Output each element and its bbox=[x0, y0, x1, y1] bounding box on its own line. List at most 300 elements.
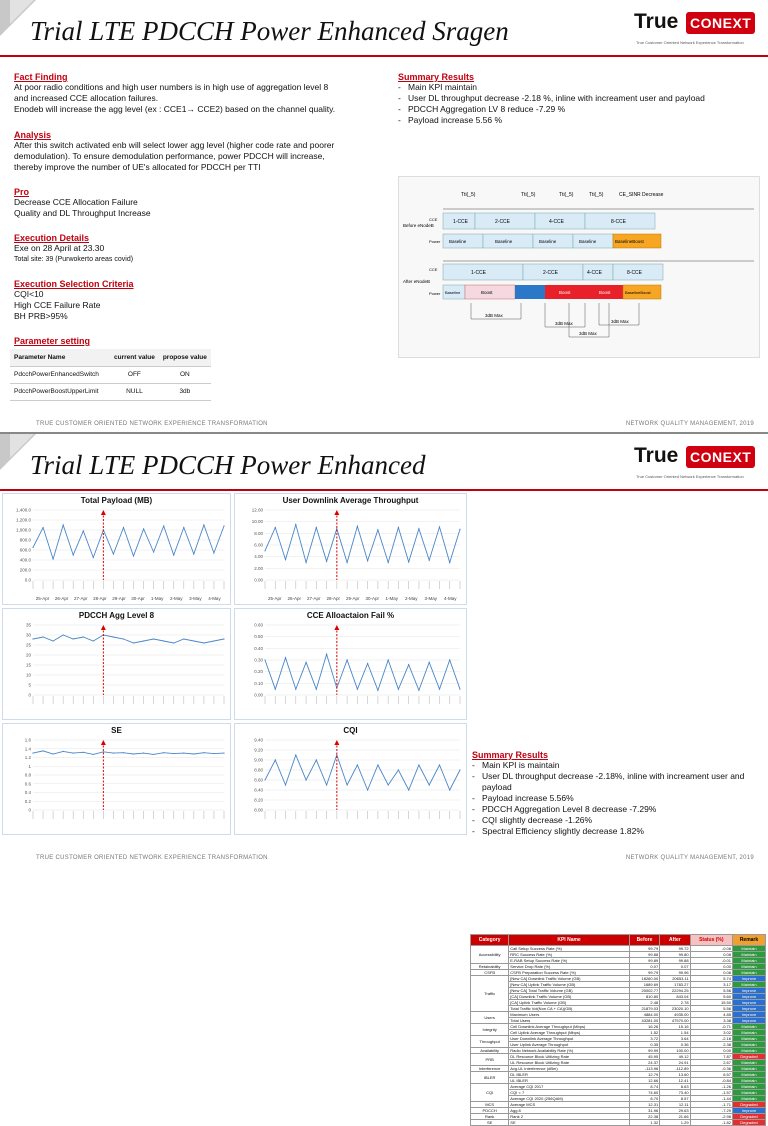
col-remark: Remark bbox=[732, 935, 765, 946]
data-point bbox=[326, 654, 327, 655]
kpi-remark: Maintain bbox=[732, 1042, 765, 1048]
y-tick-label: 8.20 bbox=[254, 797, 263, 803]
data-point bbox=[183, 753, 184, 754]
kpi-table bbox=[470, 934, 766, 1126]
fact-line: Enodeb will increase the agg level (ex : CCE1→ CCE2) based on the channel quality. bbox=[14, 104, 336, 114]
x-tick-label: 30-Apr bbox=[365, 596, 380, 601]
kpi-remark: Maintain bbox=[732, 1030, 765, 1036]
data-point bbox=[103, 751, 104, 752]
data-point bbox=[83, 752, 84, 753]
analysis-line: thereby improve the number of UE's allocated for PDCCH per TTI bbox=[14, 162, 261, 172]
y-tick-label: 30 bbox=[25, 632, 31, 638]
data-point bbox=[305, 779, 306, 780]
kpi-after: 0.07 bbox=[660, 964, 690, 970]
y-tick-label: 1,200.0 bbox=[15, 517, 31, 523]
kpi-category: PDCCH bbox=[471, 1108, 509, 1114]
data-point bbox=[377, 529, 378, 530]
selection-criteria bbox=[14, 279, 386, 322]
svg-text:Baseline: Baseline bbox=[449, 239, 467, 244]
kpi-after: 99.80 bbox=[660, 952, 690, 958]
svg-text:Power: Power bbox=[429, 239, 441, 244]
data-point bbox=[93, 640, 94, 641]
data-point bbox=[459, 529, 460, 530]
data-point bbox=[153, 754, 154, 755]
col-category: Category bbox=[471, 935, 509, 946]
summary-item: - Payload increase 5.56% bbox=[472, 793, 762, 804]
kpi-status: -1.82 bbox=[690, 1120, 732, 1126]
kpi-after: 1.29 bbox=[660, 1120, 690, 1126]
pro-heading: Pro bbox=[14, 187, 30, 197]
data-point bbox=[93, 557, 94, 558]
data-point bbox=[408, 561, 409, 562]
kpi-after: 843.04 bbox=[660, 994, 690, 1000]
execution-line: Total site: 39 (Purwokerto areas covid) bbox=[14, 256, 134, 263]
x-tick-label: 26-Apr bbox=[54, 596, 69, 601]
kpi-status: -7.29 bbox=[690, 1108, 732, 1114]
data-point bbox=[439, 764, 440, 765]
kpi-before: 99.79 bbox=[629, 946, 659, 952]
data-point bbox=[203, 752, 204, 753]
kpi-remark: Maintain bbox=[732, 1066, 765, 1072]
kpi-after: 29.63 bbox=[660, 1108, 690, 1114]
series-line bbox=[33, 751, 224, 755]
y-tick-label: 8.60 bbox=[254, 777, 263, 783]
x-tick-label: 28-Apr bbox=[326, 596, 341, 601]
y-tick-label: 5 bbox=[28, 682, 31, 688]
kpi-before: 0.07 bbox=[629, 964, 659, 970]
footer-left: TRUE CUSTOMER ORIENTED NETWORK EXPERIENCE TRANSFORMATION bbox=[36, 855, 268, 861]
parameter-setting bbox=[14, 336, 386, 346]
criteria-line: High CCE Failure Rate bbox=[14, 300, 101, 310]
analysis-line: demodulation). To ensure demodulation performance, power PDCCH will increase, bbox=[14, 151, 325, 161]
kpi-status: 5.56 bbox=[690, 1006, 732, 1012]
y-tick-label: 10.00 bbox=[251, 519, 263, 525]
slide-1 bbox=[0, 0, 768, 432]
data-point bbox=[143, 528, 144, 529]
kpi-name: [New CA] Total Traffic Volume (GB) bbox=[509, 988, 629, 994]
col-before: Before bbox=[629, 935, 659, 946]
data-point bbox=[439, 526, 440, 527]
data-point bbox=[223, 753, 224, 754]
data-point bbox=[113, 553, 114, 554]
kpi-name: E-RAB Setup Success Rate (%) bbox=[509, 958, 629, 964]
data-point bbox=[377, 764, 378, 765]
kpi-after: 8.63 bbox=[660, 1084, 690, 1090]
data-point bbox=[295, 524, 296, 525]
param-name: PdcchPowerEnhancedSwitch bbox=[10, 366, 110, 383]
kpi-remark: Maintain bbox=[732, 946, 765, 952]
data-point bbox=[133, 555, 134, 556]
kpi-after: 2.78 bbox=[660, 1000, 690, 1006]
kpi-status: 15.50 bbox=[690, 1000, 732, 1006]
data-point bbox=[183, 638, 184, 639]
y-tick-label: 8.00 bbox=[254, 530, 263, 536]
footer-right: NETWORK QUALITY MANAGEMENT, 2019 bbox=[625, 855, 754, 861]
kpi-status: -0.71 bbox=[690, 1024, 732, 1030]
kpi-remark: Degraded bbox=[732, 1054, 765, 1060]
data-point bbox=[388, 784, 389, 785]
kpi-remark: Improve bbox=[732, 1018, 765, 1024]
svg-text:Baseline: Baseline bbox=[445, 290, 461, 295]
execution-heading: Execution Details bbox=[14, 233, 90, 243]
data-point bbox=[316, 689, 317, 690]
data-point bbox=[163, 752, 164, 753]
fact-line: and increased CCE allocation failures. bbox=[14, 93, 159, 103]
data-point bbox=[326, 784, 327, 785]
data-point bbox=[388, 659, 389, 660]
data-point bbox=[326, 561, 327, 562]
kpi-remark: Maintain bbox=[732, 964, 765, 970]
data-point bbox=[53, 753, 54, 754]
kpi-status: -0.01 bbox=[690, 958, 732, 964]
svg-text:Boost: Boost bbox=[559, 290, 571, 295]
data-point bbox=[418, 764, 419, 765]
data-point bbox=[336, 754, 337, 755]
col-status: Status (%) bbox=[690, 935, 732, 946]
kpi-before: 3.72 bbox=[629, 1036, 659, 1042]
data-point bbox=[113, 753, 114, 754]
kpi-name: CSFB Preparation Success Rate (%) bbox=[509, 970, 629, 976]
activation-marker-arrow bbox=[334, 625, 339, 630]
kpi-after: 21.66 bbox=[660, 1114, 690, 1120]
data-point bbox=[295, 689, 296, 690]
data-point bbox=[408, 789, 409, 790]
kpi-category: IBLER bbox=[471, 1072, 509, 1084]
title-underline bbox=[0, 489, 768, 491]
svg-text:3dB Max: 3dB Max bbox=[555, 321, 573, 326]
kpi-remark: Maintain bbox=[732, 1084, 765, 1090]
y-tick-label: 200.0 bbox=[19, 567, 31, 573]
summary-item: - User DL throughput decrease -2.18 %, inline with increament user and payload bbox=[398, 93, 758, 104]
y-tick-label: 0.10 bbox=[254, 680, 263, 686]
kpi-name: Rank 2 bbox=[509, 1114, 629, 1120]
kpi-name: UL IBLER bbox=[509, 1078, 629, 1084]
data-point bbox=[73, 753, 74, 754]
chart-title: CQI bbox=[343, 726, 358, 735]
kpi-name: [New CA] Downlink Traffic Volume (GB) bbox=[509, 976, 629, 982]
fact-finding bbox=[14, 72, 386, 115]
kpi-category: PRB bbox=[471, 1054, 509, 1066]
activation-marker-arrow bbox=[334, 510, 339, 515]
data-point bbox=[264, 779, 265, 780]
svg-text:After eNodeB: After eNodeB bbox=[403, 279, 431, 284]
kpi-status: -1.71 bbox=[690, 1102, 732, 1108]
kpi-after: 12.41 bbox=[660, 1078, 690, 1084]
kpi-before: 21879.03 bbox=[629, 1006, 659, 1012]
kpi-status: -1.44 bbox=[690, 1096, 732, 1102]
table-row bbox=[10, 366, 211, 383]
chart-total-payload bbox=[2, 493, 231, 605]
y-tick-label: 4.00 bbox=[254, 554, 263, 560]
data-point bbox=[357, 689, 358, 690]
svg-text:1-CCE: 1-CCE bbox=[471, 270, 487, 276]
data-point bbox=[153, 551, 154, 552]
kpi-after: 47570.00 bbox=[660, 1018, 690, 1024]
y-tick-label: 0.40 bbox=[254, 645, 263, 651]
y-tick-label: 0.30 bbox=[254, 657, 263, 663]
pro bbox=[14, 187, 386, 219]
kpi-remark: Maintain bbox=[732, 958, 765, 964]
y-tick-label: 8.00 bbox=[254, 807, 263, 813]
fact-line: At poor radio conditions and high user numbers is in high use of aggregation level 8 bbox=[14, 82, 329, 92]
series-line bbox=[265, 654, 460, 690]
data-point bbox=[183, 527, 184, 528]
kpi-status: 2.67 bbox=[690, 1060, 732, 1066]
kpi-before: 99.89 bbox=[629, 958, 659, 964]
y-tick-label: 0.50 bbox=[254, 634, 263, 640]
criteria-line: CQI<10 bbox=[14, 289, 44, 299]
data-point bbox=[367, 560, 368, 561]
data-point bbox=[285, 657, 286, 658]
kpi-category: Traffic bbox=[471, 976, 509, 1012]
slide-title: Trial LTE PDCCH Power Enhanced bbox=[30, 450, 426, 480]
kpi-status: 0.00 bbox=[690, 964, 732, 970]
data-point bbox=[83, 530, 84, 531]
y-tick-label: 0.6 bbox=[24, 781, 31, 787]
svg-text:3dB Max: 3dB Max bbox=[579, 331, 597, 336]
data-point bbox=[275, 527, 276, 528]
x-tick-label: 25-Apr bbox=[35, 596, 50, 601]
kpi-name: [CA] Downlink Traffic Volume (GB) bbox=[509, 994, 629, 1000]
data-point bbox=[203, 524, 204, 525]
kpi-name: User Downlink Average Throughput bbox=[509, 1036, 629, 1042]
kpi-before: 20002.77 bbox=[629, 988, 659, 994]
kpi-category: CSFB bbox=[471, 970, 509, 976]
kpi-name: DL Resource Block Utilizing Rate bbox=[509, 1054, 629, 1060]
series-line bbox=[33, 635, 224, 643]
x-tick-label: 3-May bbox=[189, 596, 202, 601]
kpi-after: 73.40 bbox=[660, 1090, 690, 1096]
kpi-before: 74.60 bbox=[629, 1090, 659, 1096]
kpi-after: 20653.11 bbox=[660, 976, 690, 982]
x-tick-label: 30-Apr bbox=[131, 596, 145, 601]
data-point bbox=[53, 640, 54, 641]
y-tick-label: 8.80 bbox=[254, 767, 263, 773]
kpi-status: 5.74 bbox=[690, 976, 732, 982]
data-point bbox=[305, 562, 306, 563]
kpi-remark: Degraded bbox=[732, 1114, 765, 1120]
kpi-category: Retainability bbox=[471, 964, 509, 970]
y-tick-label: 800.0 bbox=[19, 537, 31, 543]
svg-text:2-CCE: 2-CCE bbox=[495, 219, 511, 225]
kpi-status: 3.17 bbox=[690, 982, 732, 988]
true-conext-logo: True CONEXT True Customer Oriented Network Experience Transformation bbox=[634, 442, 762, 482]
data-point bbox=[459, 769, 460, 770]
kpi-status: 5.60 bbox=[690, 994, 732, 1000]
kpi-status: 0.08 bbox=[690, 952, 732, 958]
kpi-remark: Maintain bbox=[732, 1090, 765, 1096]
svg-text:1-CCE: 1-CCE bbox=[453, 219, 469, 225]
kpi-category: Interference bbox=[471, 1066, 509, 1072]
kpi-category: SE bbox=[471, 1120, 509, 1126]
param-propose: ON bbox=[159, 366, 211, 383]
summary-heading: Summary Results bbox=[398, 72, 475, 82]
kpi-remark: Degraded bbox=[732, 1120, 765, 1126]
slide-2 bbox=[0, 434, 768, 1125]
execution-details bbox=[14, 233, 386, 265]
col-after: After bbox=[660, 935, 690, 946]
chart-title: CCE Alloactaion Fail % bbox=[306, 611, 395, 620]
data-point bbox=[123, 638, 124, 639]
kpi-before: 45.95 bbox=[629, 1054, 659, 1060]
summary-item: - User DL throughput decrease -2.18%, inline with increament user and payload bbox=[472, 771, 762, 793]
svg-text:Before eNodeB: Before eNodeB bbox=[403, 223, 434, 228]
kpi-status: -0.08 bbox=[690, 946, 732, 952]
kpi-name: RRC Success Rate (%) bbox=[509, 952, 629, 958]
chart-svg bbox=[235, 494, 466, 604]
kpi-name: User Uplink Average Throughput bbox=[509, 1042, 629, 1048]
kpi-before: 4884.00 bbox=[629, 1012, 659, 1018]
kpi-remark: Maintain bbox=[732, 1060, 765, 1066]
kpi-before: 12.66 bbox=[629, 1078, 659, 1084]
kpi-category: Users bbox=[471, 1012, 509, 1024]
data-point bbox=[449, 562, 450, 563]
summary-item: - Payload increase 5.56 % bbox=[398, 115, 758, 126]
kpi-after: 3.64 bbox=[660, 1036, 690, 1042]
kpi-remark: Improve bbox=[732, 1000, 765, 1006]
kpi-remark: Maintain bbox=[732, 952, 765, 958]
y-tick-label: 0 bbox=[28, 807, 31, 813]
data-point bbox=[336, 528, 337, 529]
data-point bbox=[418, 528, 419, 529]
x-tick-label: 28-Apr bbox=[93, 596, 107, 601]
kpi-remark: Maintain bbox=[732, 970, 765, 976]
kpi-status: 4.85 bbox=[690, 1012, 732, 1018]
svg-text:4-CCE: 4-CCE bbox=[587, 270, 603, 276]
data-point bbox=[305, 662, 306, 663]
kpi-before: 8.70 bbox=[629, 1096, 659, 1102]
summary-item: - PDCCH Aggregation Level 8 decrease -7.29% bbox=[472, 804, 762, 815]
kpi-after: 22294.25 bbox=[660, 988, 690, 994]
data-point bbox=[367, 663, 368, 664]
data-point bbox=[63, 524, 64, 525]
y-tick-label: 25 bbox=[25, 642, 31, 648]
svg-text:Boost: Boost bbox=[481, 290, 493, 295]
analysis bbox=[14, 130, 386, 173]
table-row bbox=[10, 383, 211, 400]
analysis-line: After this switch activated enb will select lower agg level (higher code rate and poorer bbox=[14, 140, 335, 150]
data-point bbox=[153, 638, 154, 639]
kpi-name: Cell Downlink Average Throughput (Mbps) bbox=[509, 1024, 629, 1030]
summary-item: - CQI slightly decrease -1.26% bbox=[472, 815, 762, 826]
svg-text:CCE: CCE bbox=[429, 217, 438, 222]
pro-line: Quality and DL Throughput Increase bbox=[14, 208, 151, 218]
kpi-remark: Maintain bbox=[732, 1078, 765, 1084]
x-tick-label: 25-Apr bbox=[267, 596, 282, 601]
data-point bbox=[213, 753, 214, 754]
fact-heading: Fact Finding bbox=[14, 72, 68, 82]
kpi-status: 7.87 bbox=[690, 1054, 732, 1060]
y-tick-label: 0.60 bbox=[254, 622, 263, 628]
kpi-after: 99.88 bbox=[660, 958, 690, 964]
kpi-before: 18260.00 bbox=[629, 976, 659, 982]
chart-svg bbox=[3, 494, 230, 604]
data-point bbox=[429, 784, 430, 785]
kpi-remark: Maintain bbox=[732, 1096, 765, 1102]
kpi-status: 2.38 bbox=[690, 1042, 732, 1048]
data-point bbox=[73, 554, 74, 555]
svg-text:BaselineBoost: BaselineBoost bbox=[625, 290, 651, 295]
y-tick-label: 400.0 bbox=[19, 557, 31, 563]
kpi-remark: Improve bbox=[732, 1006, 765, 1012]
data-point bbox=[449, 789, 450, 790]
chart-svg bbox=[3, 724, 230, 834]
summary-item: - Main KPI is maintain bbox=[472, 760, 762, 771]
chart-cce-alloc-fail bbox=[234, 608, 467, 720]
data-point bbox=[398, 689, 399, 690]
data-point bbox=[193, 553, 194, 554]
kpi-status: -1.57 bbox=[690, 1090, 732, 1096]
data-point bbox=[143, 640, 144, 641]
chart-title: User Downlink Average Throughput bbox=[282, 496, 419, 505]
col-current: current value bbox=[110, 349, 159, 366]
kpi-status: 3.38 bbox=[690, 1018, 732, 1024]
data-point bbox=[53, 558, 54, 559]
svg-text:Baseline: Baseline bbox=[579, 239, 597, 244]
activation-marker-arrow bbox=[101, 510, 106, 515]
kpi-before: 99.79 bbox=[629, 970, 659, 976]
kpi-remark: Improve bbox=[732, 988, 765, 994]
x-tick-label: 27-Apr bbox=[73, 596, 88, 601]
activation-marker-arrow bbox=[101, 625, 106, 630]
y-tick-label: 6.00 bbox=[254, 542, 263, 548]
kpi-status: 5.56 bbox=[690, 988, 732, 994]
svg-text:8-CCE: 8-CCE bbox=[611, 219, 627, 225]
data-point bbox=[275, 759, 276, 760]
parameter-table bbox=[10, 349, 211, 401]
y-tick-label: 0.20 bbox=[254, 669, 263, 675]
data-point bbox=[429, 560, 430, 561]
footer-right: NETWORK QUALITY MANAGEMENT, 2019 bbox=[625, 421, 754, 427]
data-point bbox=[357, 526, 358, 527]
data-point bbox=[316, 759, 317, 760]
kpi-name: DL IBLER bbox=[509, 1072, 629, 1078]
kpi-status: -2.98 bbox=[690, 1114, 732, 1120]
data-point bbox=[347, 659, 348, 660]
x-tick-label: 29-Apr bbox=[345, 596, 360, 601]
y-tick-label: 1 bbox=[28, 763, 31, 769]
kpi-before: 12.31 bbox=[629, 1102, 659, 1108]
kpi-after: 24.91 bbox=[660, 1060, 690, 1066]
data-point bbox=[223, 638, 224, 639]
chart-user-dl-throughput bbox=[234, 493, 467, 605]
kpi-status: -0.36 bbox=[690, 1066, 732, 1072]
y-tick-label: 8.40 bbox=[254, 787, 263, 793]
chart-svg bbox=[235, 724, 466, 834]
kpi-status: 3.02 bbox=[690, 1030, 732, 1036]
y-tick-label: 9.20 bbox=[254, 747, 263, 753]
kpi-category: MCS bbox=[471, 1102, 509, 1108]
y-tick-label: 12.00 bbox=[251, 507, 263, 513]
svg-text:Boost: Boost bbox=[599, 290, 611, 295]
kpi-after: 1.54 bbox=[660, 1030, 690, 1036]
data-point bbox=[316, 527, 317, 528]
data-point bbox=[429, 662, 430, 663]
pro-line: Decrease CCE Allocation Failure bbox=[14, 197, 138, 207]
data-point bbox=[213, 552, 214, 553]
data-point bbox=[398, 527, 399, 528]
data-point bbox=[285, 559, 286, 560]
kpi-remark: Improve bbox=[732, 1012, 765, 1018]
y-tick-label: 10 bbox=[25, 672, 31, 678]
chart-svg bbox=[3, 609, 230, 719]
kpi-before: 1.52 bbox=[629, 1030, 659, 1036]
svg-text:3dB Max: 3dB Max bbox=[485, 313, 503, 318]
kpi-name: Call Setup Success Rate (%) bbox=[509, 946, 629, 952]
y-tick-label: 15 bbox=[25, 662, 31, 668]
kpi-after: 15.16 bbox=[660, 1024, 690, 1030]
data-point bbox=[32, 638, 33, 639]
